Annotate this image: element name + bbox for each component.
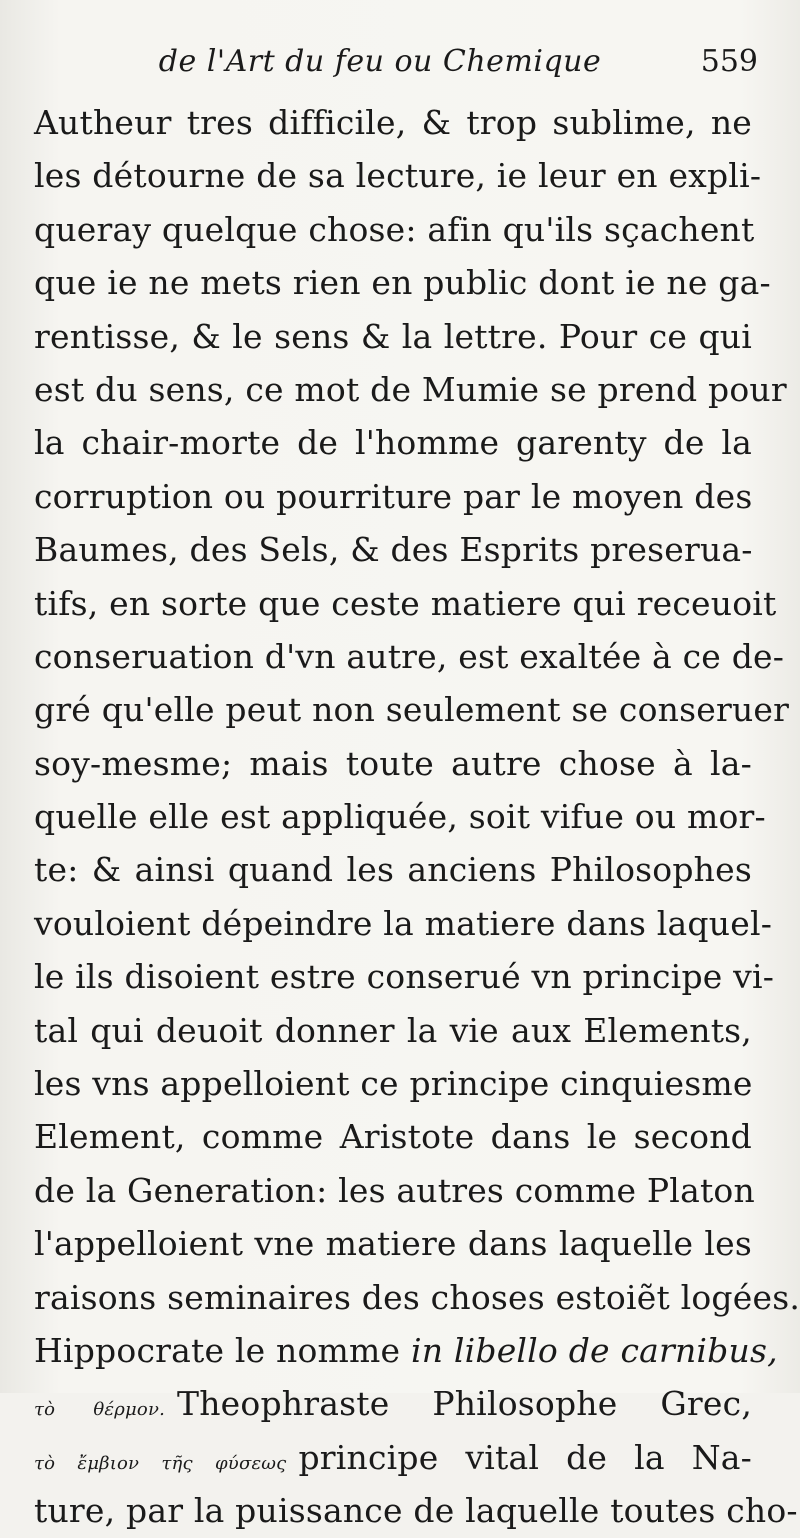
text-line: gré qu'elle peut non seulement se conseruer [34, 690, 790, 730]
text-line: de la Generation: les autres comme Platon [34, 1170, 755, 1210]
text-line: corruption ou pourriture par le moyen des [34, 476, 753, 516]
text-line: que ie ne mets rien en public dont ie ne ga- [34, 263, 771, 303]
greek-term: τὸ θέρμον. [34, 1399, 166, 1421]
text-line: rentisse, & le sens & la lettre. Pour ce qui [34, 316, 752, 356]
text-line: ture, par la puissance de laquelle toutes cho- [34, 1491, 798, 1531]
text-line: queray quelque chose: afin qu'ils sçachent [34, 209, 755, 249]
text-line: Autheur tres difficile, & trop sublime, ne [34, 103, 752, 142]
line-text: Hippocrate le nomme [34, 1330, 411, 1370]
text-line: est du sens, ce mot de Mumie se prend pour [34, 369, 787, 409]
line-text: principe vital de la Na- [298, 1437, 752, 1477]
text-line-principe [34, 1431, 752, 1484]
latin-citation: in libello de carnibus, [410, 1330, 778, 1370]
text-line: conseruation d'vn autre, est exaltée à ce de- [34, 636, 785, 676]
greek-term: τὸ ἔμβιον τῆς φύσεως [34, 1452, 287, 1474]
text-line: te: & ainsi quand les anciens Philosophes [34, 850, 752, 890]
line-text: Theophraste Philosophe Grec, [177, 1384, 753, 1424]
body-text [34, 96, 800, 1538]
text-line: Baumes, des Sels, & des Esprits preserua- [34, 530, 753, 570]
text-line-hippocrate [34, 1324, 778, 1377]
text-line: les détourne de sa lecture, ie leur en expli- [34, 156, 762, 196]
running-head: de l'Art du feu ou Chemique [158, 44, 602, 79]
text-line: Element, comme Aristote dans le second [34, 1117, 752, 1157]
text-line: tal qui deuoit donner la vie aux Elements, [34, 1010, 752, 1050]
text-line: tifs, en sorte que ceste matiere qui receuoit [34, 583, 777, 623]
text-line: l'appelloient vne matiere dans laquelle les [34, 1224, 752, 1264]
text-line: les vns appelloient ce principe cinquiesme [34, 1064, 753, 1104]
text-line: le ils disoient estre conserué vn principe vi- [34, 957, 775, 997]
text-line: vouloient dépeindre la matiere dans laquel- [34, 903, 773, 943]
text-line-theophraste [34, 1377, 752, 1430]
text-line: raisons seminaires des choses estoiẽt logées. [34, 1277, 800, 1317]
text-line: quelle elle est appliquée, soit vifue ou mor- [34, 797, 766, 837]
page-number: 559 [700, 44, 758, 79]
text-line: soy-mesme; mais toute autre chose à la- [34, 743, 752, 783]
text-line: la chair-morte de l'homme garenty de la [34, 423, 752, 463]
